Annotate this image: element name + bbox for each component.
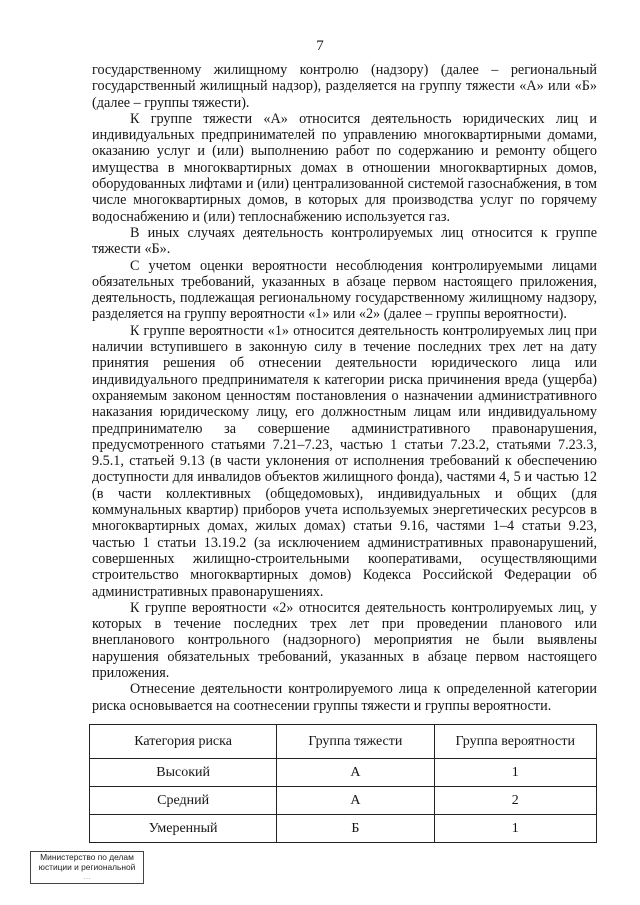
risk-category-table (89, 724, 597, 843)
table-row (90, 815, 597, 843)
cell-probability-group: 2 (434, 787, 596, 815)
cell-probability-group: 1 (434, 759, 596, 787)
cell-severity-group: А (277, 787, 434, 815)
table-row (90, 759, 597, 787)
paragraph-3: В иных случаях деятельность контролируемых лиц относится к группе тяжести «Б». (92, 224, 597, 258)
stamp-line-3: ... (83, 871, 91, 882)
table-row (90, 787, 597, 815)
paragraph-5: К группе вероятности «1» относится деятельность контролируемых лиц при наличии вступившего в законную силу в течение последних трех лет на дату принятия решения об отнесении деятельности юридического лица или индивидуального предпринимателя к категории риска причинения вреда (ущерба) охраняемым законом ценностям постановления о назначении административного наказания юридическому лицу, его должностным лицам или индивидуальному предпринимателю за совершение административного правонарушения, предусмотренного статьями 7.21–7.23, частью 1 статьи 7.23.2, статьями 7.23.3, 9.5.1, статьей 9.13 (в части уклонения от исполнения требований к обеспечению доступности для инвалидов объектов жилищного фонда), частями 4, 5 и частью 12 (в части коллективных (общедомовых), индивидуальных и общих (для коммунальных квартир) приборов учета используемых энергетических ресурсов в многоквартирных домах, жилых домах) статьи 9.16, частями 1–4 статьи 9.23, частью 1 статьи 13.19.2 (за исключением административных правонарушений, совершенных жилищно-строительными кооперативами, осуществляющими строительство многоквартирных домов) Кодекса Российской Федерации об административных правонарушениях. (92, 322, 597, 600)
header-probability-group: Группа вероятности (434, 725, 596, 759)
stamp-line-1: Министерство по делам (40, 852, 134, 862)
paragraph-6: К группе вероятности «2» относится деятельность контролируемых лиц, у которых в течение последних трех лет при проведении планового или внепланового контрольного (надзорного) мероприятия не были выявлены нарушения обязательных требований, указанных в абзаце первом настоящего приложения. (92, 599, 597, 681)
cell-risk-category: Средний (90, 787, 277, 815)
cell-probability-group: 1 (434, 815, 596, 843)
cell-severity-group: Б (277, 815, 434, 843)
cell-severity-group: А (277, 759, 434, 787)
header-risk-category: Категория риска (90, 725, 277, 759)
table-header-row (90, 725, 597, 759)
cell-risk-category: Умеренный (90, 815, 277, 843)
registration-stamp (30, 851, 144, 884)
cell-risk-category: Высокий (90, 759, 277, 787)
header-severity-group: Группа тяжести (277, 725, 434, 759)
paragraph-4: С учетом оценки вероятности несоблюдения контролируемыми лицами обязательных требований, указанных в абзаце первом настоящего приложения, деятельность, подлежащая региональному государственному жилищному надзору, разделяется на группу вероятности «1» или «2» (далее – группы вероятности). (92, 257, 597, 323)
document-body (92, 62, 597, 714)
paragraph-1: государственному жилищному контролю (надзору) (далее – региональный государственный жилищный надзор), разделяется на группу тяжести «А» или «Б» (далее – группы тяжести). (92, 62, 597, 111)
stamp-line-2: юстиции и региональной (38, 861, 136, 872)
paragraph-7: Отнесение деятельности контролируемого лица к определенной категории риска основывается на соотнесении группы тяжести и группы вероятности. (92, 681, 597, 714)
paragraph-2: К группе тяжести «А» относится деятельность юридических лиц и индивидуальных предпринимателей по управлению многоквартирными домами, оказанию услуг и (или) выполнению работ по содержанию и ремонту общего имущества в многоквартирных домах в отношении многоквартирных домов, оборудованных лифтами и (или) централизованной системой газоснабжения, в том числе многоквартирных домов, в которых для производства услуг по горячему водоснабжению и (или) теплоснабжению используется газ. (92, 110, 597, 225)
page-number: 7 (316, 38, 324, 54)
